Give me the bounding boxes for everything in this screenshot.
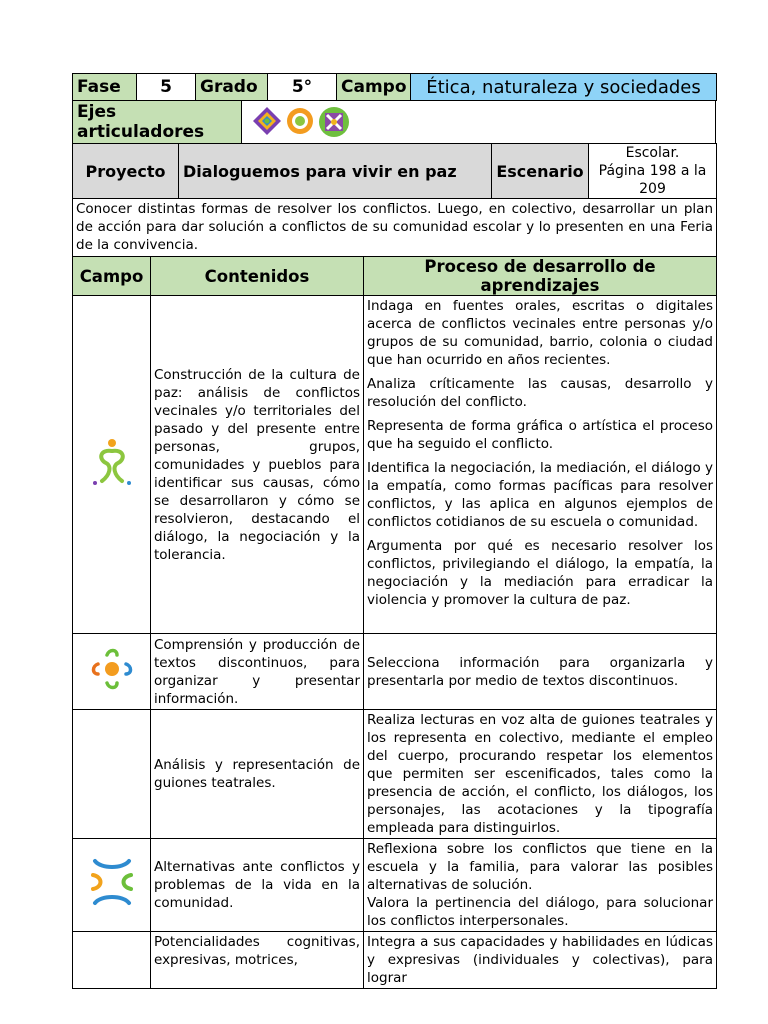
proyecto-label: Proyecto xyxy=(73,144,179,199)
proceso-item: Identifica la negociación, la mediación, el diálogo y la empatía, como formas pacíficas para resolver conflictos, y las aplica en algunos ejemplos de conflictos cotidianos de su escuela o comunidad. xyxy=(367,460,713,530)
proceso-item: Valora la pertinencia del diálogo, para solucionar los conflictos interpersonales. xyxy=(367,895,713,929)
grado-value: 5° xyxy=(268,74,337,101)
orange-circle-icon xyxy=(285,106,315,136)
campo-icon-cell xyxy=(73,839,151,932)
proceso-cell xyxy=(364,710,717,839)
contenido-cell: Comprensión y producción de textos discontinuos, para organizar y presentar información. xyxy=(151,634,364,710)
col-campo: Campo xyxy=(73,257,151,296)
proceso-cell xyxy=(364,932,717,989)
proceso-item: Indaga en fuentes orales, escritas o digitales acerca de conflictos vecinales entre personas y/o grupos de su comunidad, barrio, colonia o ciudad que han ocurrido en años recientes. xyxy=(367,298,713,368)
ejes-label: Ejes articuladores xyxy=(73,101,242,144)
proceso-item: Argumenta por qué es necesario resolver los conflictos, privilegiando el diálogo, la empatía, la negociación y la mediación para erradicar la violencia y promover la cultura de paz. xyxy=(367,538,713,608)
planning-sheet xyxy=(72,73,716,989)
ejes-icons-cell xyxy=(242,101,716,144)
proceso-item: Reflexiona sobre los conflictos que tiene en la escuela y la familia, para valorar las posibles alternativas de solución. xyxy=(367,841,713,893)
table-row xyxy=(73,932,717,989)
escenario-label: Escenario xyxy=(492,144,589,199)
header-table xyxy=(72,73,717,101)
table-row xyxy=(73,634,717,710)
table-row xyxy=(73,710,717,839)
campo-value: Ética, naturaleza y sociedades xyxy=(411,74,717,101)
proceso-item: Integra a sus capacidades y habilidades en lúdicas y expresivas (individuales y colectivas), para lograr xyxy=(367,934,713,986)
x-square-icon xyxy=(318,106,350,138)
fase-value: 5 xyxy=(137,74,196,101)
col-proceso: Proceso de desarrollo de aprendizajes xyxy=(364,257,717,296)
contenido-cell: Construcción de la cultura de paz: análisis de conflictos vecinales y/o territoriales del pasado y del presente entre personas, grupos, comunidades y pueblos para identificar sus causas, cómo se desarrollaron y cómo se resolvieron, destacando el diálogo, la negociación y la tolerancia. xyxy=(151,296,364,634)
escenario-value xyxy=(589,144,717,199)
table-row xyxy=(73,839,717,932)
proceso-cell xyxy=(364,839,717,932)
content-table xyxy=(72,256,717,989)
ejes-table xyxy=(72,100,716,144)
escenario-line-1: Escolar. xyxy=(625,145,680,161)
proceso-item: Selecciona información para organizarla y presentarla por medio de textos discontinuos. xyxy=(367,654,713,689)
proceso-item: Representa de forma gráfica o artística el proceso que ha seguido el conflicto. xyxy=(367,418,713,452)
contenido-cell: Potencialidades cognitivas, expresivas, motrices, xyxy=(151,932,364,989)
diamond-arrows-icon xyxy=(252,106,282,136)
orange-dot-swirl-icon xyxy=(89,646,135,692)
table-row xyxy=(73,296,717,634)
proyecto-value: Dialoguemos para vivir en paz xyxy=(179,144,492,199)
col-contenidos: Contenidos xyxy=(151,257,364,296)
sprout-figure-icon xyxy=(90,437,134,487)
people-circle-icon xyxy=(87,857,137,907)
proyecto-table xyxy=(72,143,717,257)
campo-icon-cell xyxy=(73,932,151,989)
proceso-cell xyxy=(364,296,717,634)
escenario-line-2: Página 198 a la xyxy=(598,163,707,179)
contenido-cell: Alternativas ante conflictos y problemas de la vida en la comunidad. xyxy=(151,839,364,932)
campo-icon-cell xyxy=(73,710,151,839)
proceso-item: Realiza lecturas en voz alta de guiones teatrales y los representa en colectivo, mediante el empleo del cuerpo, procurando respetar los elementos que permiten ser escenificados, tales como la presencia de acción, el conflicto, los diálogos, los personajes, las acotaciones y la tipografía empleada para distinguirlos. xyxy=(367,712,713,836)
project-description: Conocer distintas formas de resolver los conflictos. Luego, en colectivo, desarrollar un plan de acción para dar solución a conflictos de su comunidad escolar y lo presenten en una Feria de la convivencia. xyxy=(73,199,717,257)
escenario-line-3: 209 xyxy=(639,181,666,197)
proceso-cell xyxy=(364,634,717,710)
campo-icon-cell xyxy=(73,296,151,634)
fase-label: Fase xyxy=(73,74,137,101)
grado-label: Grado xyxy=(196,74,268,101)
campo-icon-cell xyxy=(73,634,151,710)
proceso-item: Analiza críticamente las causas, desarrollo y resolución del conflicto. xyxy=(367,376,713,410)
contenido-cell: Análisis y representación de guiones teatrales. xyxy=(151,710,364,839)
campo-label: Campo xyxy=(337,74,411,101)
